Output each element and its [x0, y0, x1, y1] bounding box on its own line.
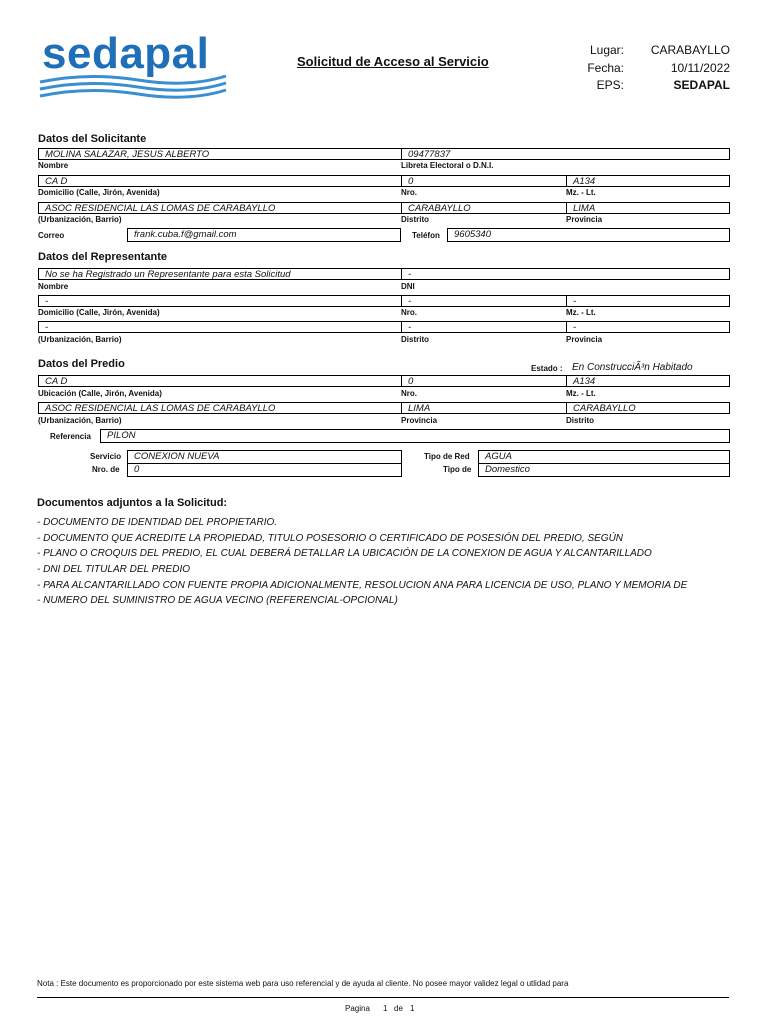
- documento-item: - PLANO O CROQUIS DEL PREDIO, EL CUAL DEBERÁ DETALLAR LA UBICACIÓN DE LA CONEXION DE AGUA Y ALCANTARILLADO: [37, 548, 652, 559]
- representante-nombre-label: Nombre: [38, 282, 69, 291]
- sedapal-logo-text: sedapal: [42, 29, 210, 78]
- tipo-red-label: Tipo de Red: [424, 452, 470, 461]
- documento-item: - NUMERO DEL SUMINISTRO DE AGUA VECINO (REFERENCIAL-OPCIONAL): [37, 595, 398, 606]
- solicitante-mz-field: A134: [566, 175, 730, 187]
- estado-label: Estado :: [531, 364, 563, 373]
- predio-urbanizacion-label: (Urbanización, Barrio): [38, 416, 122, 425]
- telefono-label: Teléfon: [412, 231, 440, 240]
- representante-nro-label: Nro.: [401, 308, 417, 317]
- form-title: Solicitud de Acceso al Servicio: [297, 54, 489, 69]
- footer-divider: [37, 997, 729, 998]
- documentos-section-title: Documentos adjuntos a la Solicitud:: [37, 497, 228, 509]
- representante-nombre-field: No se ha Registrado un Representante para esta Solicitud: [38, 268, 402, 280]
- lugar-label: Lugar:: [589, 43, 624, 57]
- servicio-field: CONEXION NUEVA: [127, 450, 402, 464]
- nro-de-field: 0: [127, 463, 402, 477]
- predio-ubicacion-field: CA D: [38, 375, 402, 387]
- correo-field: frank.cuba.f@gmail.com: [127, 228, 401, 242]
- representante-domicilio-field: -: [38, 295, 402, 307]
- documento-item: - DNI DEL TITULAR DEL PREDIO: [37, 564, 190, 575]
- solicitante-nombre-field: MOLINA SALAZAR, JESUS ALBERTO: [38, 148, 402, 160]
- solicitante-urbanizacion-label: (Urbanización, Barrio): [38, 215, 122, 224]
- footer-note: Nota : Este documento es proporcionado por este sistema web para uso referencial y de ayuda al cliente. No posee mayor validez legal o utlidad para: [37, 979, 569, 988]
- eps-label: EPS:: [596, 78, 624, 92]
- predio-section-title: Datos del Predio: [38, 358, 125, 370]
- de-label: de: [394, 1004, 403, 1013]
- telefono-field: 9605340: [447, 228, 730, 242]
- representante-section-title: Datos del Representante: [38, 251, 167, 263]
- representante-dni-field: -: [401, 268, 730, 280]
- solicitante-distrito-field: CARABAYLLO: [401, 202, 567, 214]
- representante-provincia-field: -: [566, 321, 730, 333]
- solicitante-domicilio-field: CA D: [38, 175, 402, 187]
- solicitante-dni-field: 09477837: [401, 148, 730, 160]
- solicitante-provincia-label: Provincia: [566, 215, 603, 224]
- page-total: 1: [410, 1004, 415, 1013]
- solicitante-section-title: Datos del Solicitante: [38, 133, 147, 145]
- fecha-label: Fecha:: [587, 61, 624, 75]
- representante-domicilio-label: Domicilio (Calle, Jirón, Avenida): [38, 308, 160, 317]
- predio-provincia-label: Provincia: [401, 416, 438, 425]
- correo-label: Correo: [38, 231, 65, 240]
- predio-nro-field: 0: [401, 375, 567, 387]
- fecha-value: 10/11/2022: [670, 61, 730, 75]
- representante-urbanizacion-label: (Urbanización, Barrio): [38, 335, 122, 344]
- solicitante-nro-field: 0: [401, 175, 567, 187]
- solicitante-domicilio-label: Domicilio (Calle, Jirón, Avenida): [38, 188, 160, 197]
- documento-item: - PARA ALCANTARILLADO CON FUENTE PROPIA ADICIONALMENTE, RESOLUCION ANA PARA LICENCIA DE USO, PLANO Y MEMORIA DE: [37, 580, 688, 591]
- tipo-red-field: AGUA: [478, 450, 730, 464]
- solicitante-nro-label: Nro.: [401, 188, 417, 197]
- representante-urbanizacion-field: -: [38, 321, 402, 333]
- solicitante-distrito-label: Distrito: [401, 215, 429, 224]
- predio-nro-label: Nro.: [401, 389, 417, 398]
- representante-nro-field: -: [401, 295, 567, 307]
- page-number: 1: [383, 1004, 388, 1013]
- referencia-label: Referencia: [50, 432, 91, 441]
- predio-distrito-label: Distrito: [566, 416, 594, 425]
- documento-item: - DOCUMENTO DE IDENTIDAD DEL PROPIETARIO.: [37, 517, 278, 528]
- nro-de-label: Nro. de: [92, 465, 120, 474]
- sedapal-waves-logo-icon: [38, 72, 228, 102]
- solicitante-provincia-field: LIMA: [566, 202, 730, 214]
- predio-distrito-field: CARABAYLLO: [566, 402, 730, 414]
- representante-mz-field: -: [566, 295, 730, 307]
- eps-value: SEDAPAL: [673, 78, 730, 92]
- solicitante-dni-label: Libreta Electoral o D.N.I.: [401, 161, 494, 170]
- representante-provincia-label: Provincia: [566, 335, 603, 344]
- predio-mz-label: Mz. - Lt.: [566, 389, 596, 398]
- documento-item: - DOCUMENTO QUE ACREDITE LA PROPIEDAD, TITULO POSESORIO O CERTIFICADO DE POSESIÓN DEL PREDIO, SEGÚN: [37, 533, 624, 544]
- solicitante-mz-label: Mz. - Lt.: [566, 188, 596, 197]
- representante-mz-label: Mz. - Lt.: [566, 308, 596, 317]
- referencia-field: PILON: [100, 429, 730, 443]
- predio-provincia-field: LIMA: [401, 402, 567, 414]
- predio-urbanizacion-field: ASOC RESIDENCIAL LAS LOMAS DE CARABAYLLO: [38, 402, 402, 414]
- servicio-label: Servicio: [90, 452, 122, 461]
- predio-ubicacion-label: Ubicación (Calle, Jirón, Avenida): [38, 389, 162, 398]
- lugar-value: CARABAYLLO: [650, 43, 730, 57]
- solicitante-urbanizacion-field: ASOC RESIDENCIAL LAS LOMAS DE CARABAYLLO: [38, 202, 402, 214]
- representante-distrito-field: -: [401, 321, 567, 333]
- solicitante-nombre-label: Nombre: [38, 161, 69, 170]
- pagina-label: Pagina: [345, 1004, 370, 1013]
- predio-mz-field: A134: [566, 375, 730, 387]
- estado-value: En ConstrucciÃ³n Habitado: [572, 362, 693, 373]
- tipo-de-field: Domestico: [478, 463, 730, 477]
- representante-dni-label: DNI: [401, 282, 415, 291]
- tipo-de-label: Tipo de: [443, 465, 472, 474]
- representante-distrito-label: Distrito: [401, 335, 429, 344]
